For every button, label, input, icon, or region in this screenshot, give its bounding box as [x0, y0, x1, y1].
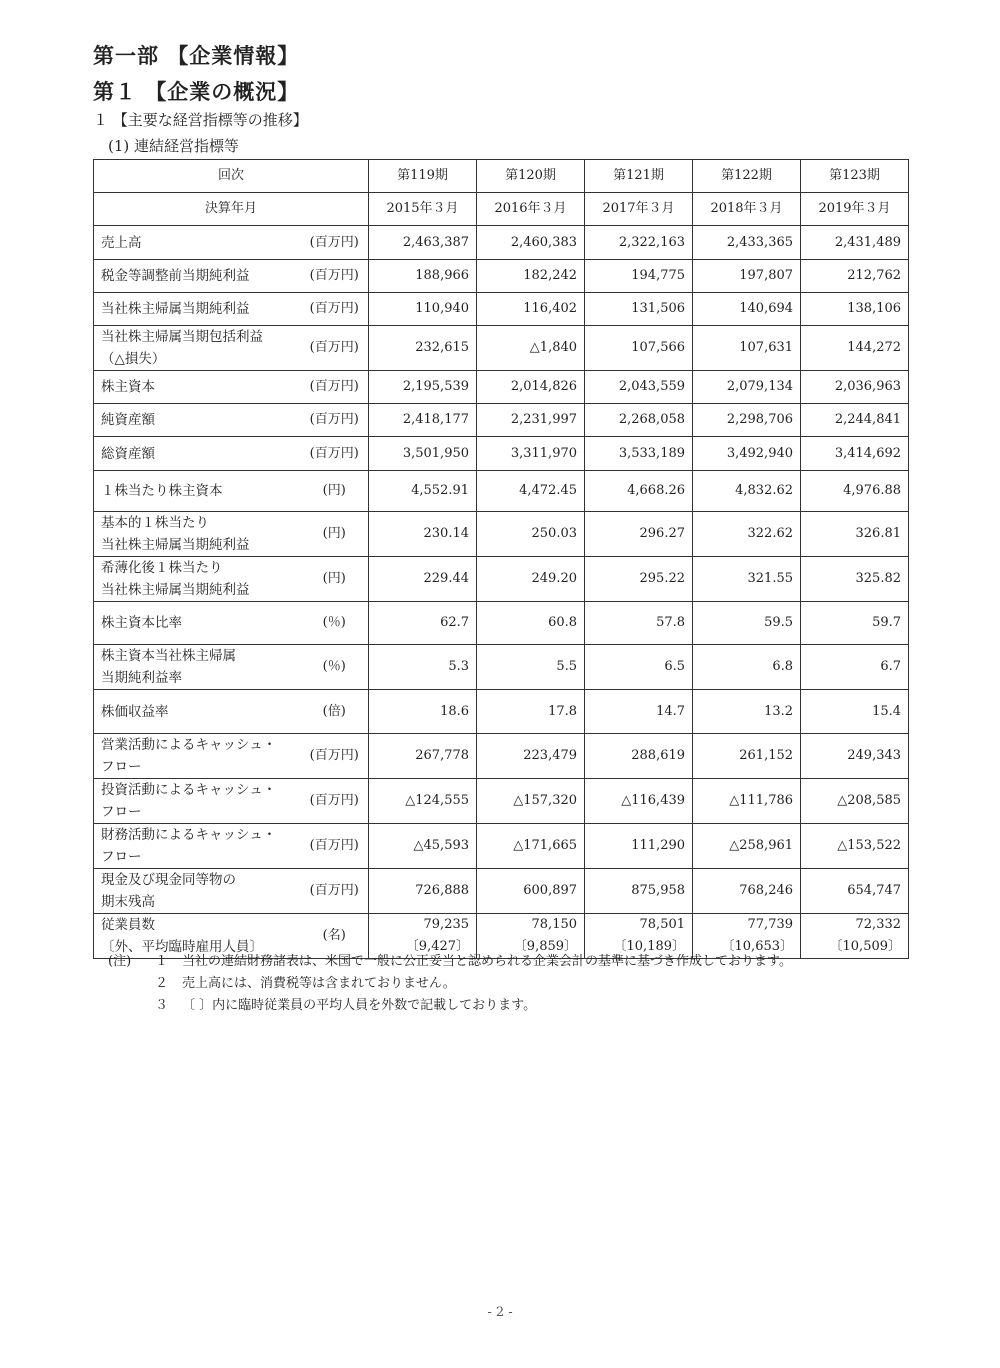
row-label-line: 当社株主帰属当期純利益 — [101, 301, 250, 317]
row-unit: (百万円) — [301, 734, 369, 779]
cell-value — [585, 869, 693, 914]
cell-value — [477, 602, 585, 645]
cell-value — [369, 734, 477, 779]
cell-main-value: 2,298,706 — [726, 412, 794, 427]
row-label-line: 従業員数 — [101, 917, 155, 933]
cell-main-value: 250.03 — [531, 526, 578, 541]
cell-main-value: 726,888 — [415, 883, 470, 898]
cell-main-value: 57.8 — [656, 615, 686, 630]
cell-value — [477, 371, 585, 404]
cell-main-value: 296.27 — [639, 526, 686, 541]
row-label — [94, 326, 301, 371]
cell-main-value: 144,272 — [847, 340, 902, 355]
cell-main-value: △111,786 — [729, 793, 794, 808]
table-row — [94, 602, 909, 645]
period-header: 第122期 — [693, 160, 801, 193]
cell-main-value: 2,418,177 — [402, 412, 470, 427]
table-row — [94, 371, 909, 404]
cell-value — [801, 226, 909, 260]
cell-value — [693, 260, 801, 293]
cell-main-value: 3,492,940 — [726, 445, 794, 461]
cell-sub-value: 〔10,653〕 — [721, 939, 794, 954]
cell-value — [801, 914, 909, 959]
cell-value — [801, 512, 909, 557]
cell-value — [801, 260, 909, 293]
date-header: 2018年３月 — [693, 193, 801, 226]
row-label-line: 当社株主帰属当期純利益 — [101, 582, 250, 598]
cell-value — [369, 371, 477, 404]
cell-value — [585, 260, 693, 293]
cell-value — [801, 869, 909, 914]
cell-main-value: △116,439 — [621, 793, 686, 808]
row-label — [94, 471, 301, 512]
cell-main-value: 110,940 — [415, 301, 470, 316]
row-unit: (倍) — [301, 690, 369, 734]
row-label-line: 基本的１株当たり — [101, 515, 209, 531]
row-label-line: 株価収益率 — [101, 703, 169, 720]
cell-value — [369, 645, 477, 690]
cell-value — [801, 371, 909, 404]
cell-value — [369, 293, 477, 326]
cell-main-value: 62.7 — [440, 615, 470, 630]
cell-value — [801, 645, 909, 690]
cell-value — [693, 471, 801, 512]
cell-main-value: 4,552.91 — [411, 483, 470, 498]
cell-main-value: 17.8 — [548, 703, 578, 719]
note-label: (注) — [108, 954, 132, 969]
cell-main-value: 249,343 — [847, 748, 902, 763]
cell-value — [585, 824, 693, 869]
row-label — [94, 869, 301, 914]
row-label-line: 営業活動によるキャッシュ・ — [101, 737, 277, 753]
table-row — [94, 557, 909, 602]
row-unit: (百万円) — [301, 824, 369, 869]
table-row — [94, 824, 909, 869]
cell-main-value: 4,472.45 — [519, 483, 578, 498]
date-header-label: 決算年月 — [94, 193, 369, 226]
cell-value — [801, 404, 909, 437]
cell-main-value: 15.4 — [872, 703, 902, 719]
note-number: ３ — [155, 998, 169, 1013]
cell-value — [585, 734, 693, 779]
row-label-line: 売上高 — [101, 234, 142, 251]
cell-main-value: 230.14 — [423, 526, 470, 541]
cell-main-value: 2,322,163 — [618, 234, 686, 250]
cell-value — [477, 824, 585, 869]
cell-main-value: △157,320 — [513, 793, 578, 808]
cell-main-value: △124,555 — [405, 793, 470, 808]
cell-value — [693, 824, 801, 869]
row-unit: (百万円) — [301, 869, 369, 914]
cell-value — [477, 512, 585, 557]
cell-main-value: 140,694 — [739, 301, 794, 316]
note-text: 売上高には、消費税等は含まれておりません。 — [182, 976, 456, 991]
cell-value — [369, 869, 477, 914]
cell-main-value: 14.7 — [656, 703, 686, 719]
notes — [108, 951, 792, 1017]
cell-main-value: 4,832.62 — [735, 483, 794, 498]
cell-main-value: 6.8 — [772, 659, 794, 674]
cell-value — [801, 779, 909, 824]
row-label — [94, 404, 301, 437]
row-label — [94, 371, 301, 404]
table-row — [94, 779, 909, 824]
table-row — [94, 512, 909, 557]
cell-main-value: 5.5 — [556, 659, 578, 674]
row-label-line: 期末残高 — [101, 894, 155, 910]
cell-main-value: 232,615 — [415, 340, 470, 355]
note-item — [108, 995, 792, 1017]
cell-main-value: 249.20 — [531, 571, 578, 586]
cell-value — [693, 371, 801, 404]
row-unit: (円) — [301, 512, 369, 557]
table-row — [94, 260, 909, 293]
row-label-line: 当社株主帰属当期包括利益 — [101, 329, 263, 345]
cell-value — [693, 557, 801, 602]
row-label — [94, 226, 301, 260]
row-label-line: 投資活動によるキャッシュ・ — [101, 782, 277, 798]
cell-value — [585, 293, 693, 326]
row-label-line: 当社株主帰属当期純利益 — [101, 537, 250, 553]
row-label — [94, 824, 301, 869]
cell-value — [369, 437, 477, 471]
table-row — [94, 226, 909, 260]
cell-value — [693, 326, 801, 371]
cell-main-value: 138,106 — [847, 301, 902, 316]
cell-value — [801, 471, 909, 512]
table-row — [94, 645, 909, 690]
cell-main-value: 2,244,841 — [834, 412, 902, 427]
row-unit: (円) — [301, 471, 369, 512]
note-number: １ — [155, 954, 169, 969]
row-label — [94, 260, 301, 293]
row-unit: (百万円) — [301, 260, 369, 293]
cell-main-value: 600,897 — [523, 883, 578, 898]
cell-main-value: 2,433,365 — [726, 234, 794, 250]
cell-value — [585, 404, 693, 437]
cell-value — [477, 471, 585, 512]
row-label-line: フロー — [101, 849, 142, 865]
period-header: 第120期 — [477, 160, 585, 193]
cell-value — [477, 437, 585, 471]
row-label — [94, 734, 301, 779]
cell-main-value: 2,043,559 — [618, 379, 686, 394]
cell-value — [801, 690, 909, 734]
cell-value — [477, 690, 585, 734]
cell-value — [369, 602, 477, 645]
date-header: 2017年３月 — [585, 193, 693, 226]
row-label — [94, 645, 301, 690]
table-row — [94, 869, 909, 914]
row-label-line: １株当たり株主資本 — [101, 483, 223, 499]
cell-main-value: 3,414,692 — [834, 445, 902, 461]
cell-main-value: 2,460,383 — [510, 234, 578, 250]
cell-main-value: 2,014,826 — [510, 379, 578, 394]
note-text: 〔 〕内に臨時従業員の平均人員を外数で記載しております。 — [182, 998, 537, 1013]
cell-sub-value: 〔9,859〕 — [513, 939, 578, 954]
cell-value — [369, 557, 477, 602]
table-row — [94, 437, 909, 471]
cell-value — [369, 779, 477, 824]
cell-main-value: 875,958 — [631, 883, 686, 898]
chapter-heading: 第１ 【企業の概況】 — [93, 80, 300, 104]
cell-main-value: 2,431,489 — [834, 234, 902, 250]
cell-main-value: 18.6 — [440, 703, 470, 719]
cell-sub-value: 〔9,427〕 — [405, 939, 470, 954]
cell-value — [693, 869, 801, 914]
row-label — [94, 690, 301, 734]
cell-value — [477, 869, 585, 914]
cell-main-value: 5.3 — [448, 659, 470, 674]
cell-value — [693, 602, 801, 645]
cell-main-value: △1,840 — [529, 340, 578, 355]
row-label — [94, 437, 301, 471]
cell-value — [801, 557, 909, 602]
cell-main-value: 77,739 — [747, 917, 794, 932]
row-unit: (百万円) — [301, 779, 369, 824]
period-header: 第119期 — [369, 160, 477, 193]
cell-value — [369, 471, 477, 512]
cell-value — [801, 326, 909, 371]
row-label-line: 株主資本比率 — [101, 615, 182, 631]
table-row — [94, 734, 909, 779]
cell-main-value: 326.81 — [855, 526, 902, 541]
cell-value — [585, 512, 693, 557]
cell-main-value: 2,268,058 — [618, 412, 686, 427]
cell-value — [369, 512, 477, 557]
table-row — [94, 404, 909, 437]
row-label — [94, 602, 301, 645]
row-unit: (百万円) — [301, 293, 369, 326]
row-label-line: 当期純利益率 — [101, 670, 182, 686]
cell-value — [585, 371, 693, 404]
cell-main-value: 2,036,963 — [834, 379, 902, 394]
cell-main-value: 212,762 — [847, 268, 902, 283]
cell-main-value: 2,231,997 — [510, 412, 578, 427]
row-label — [94, 779, 301, 824]
row-unit: (％) — [301, 645, 369, 690]
cell-main-value: 3,501,950 — [402, 445, 470, 461]
cell-value — [585, 602, 693, 645]
row-label-line: 総資産額 — [101, 445, 155, 462]
cell-main-value: 78,150 — [531, 917, 578, 932]
cell-sub-value: 〔10,189〕 — [613, 939, 686, 954]
cell-main-value: 261,152 — [739, 748, 794, 763]
period-header-label: 回次 — [94, 160, 369, 193]
row-label-line: （△損失） — [101, 351, 166, 367]
cell-main-value: 131,506 — [631, 301, 686, 316]
table-row — [94, 690, 909, 734]
row-unit: (％) — [301, 602, 369, 645]
cell-value — [369, 326, 477, 371]
cell-value — [693, 293, 801, 326]
cell-value — [477, 293, 585, 326]
row-label — [94, 512, 301, 557]
cell-value — [477, 226, 585, 260]
cell-value — [801, 602, 909, 645]
cell-main-value: 322.62 — [747, 526, 794, 541]
cell-main-value: 188,966 — [415, 268, 470, 283]
cell-value — [693, 645, 801, 690]
cell-main-value: 2,195,539 — [402, 379, 470, 394]
cell-value — [477, 734, 585, 779]
header-row-date — [94, 193, 909, 226]
cell-main-value: 194,775 — [631, 268, 686, 283]
cell-value — [693, 437, 801, 471]
page-number: - 2 - — [487, 1305, 513, 1320]
cell-main-value: 321.55 — [747, 571, 794, 586]
cell-value — [585, 326, 693, 371]
cell-value — [693, 779, 801, 824]
row-label-line: 財務活動によるキャッシュ・ — [101, 827, 277, 843]
cell-main-value: 3,311,970 — [510, 445, 578, 461]
note-item — [108, 951, 792, 973]
part-heading: 第一部 【企業情報】 — [93, 44, 300, 68]
cell-main-value: △171,665 — [513, 838, 578, 853]
cell-main-value: 4,668.26 — [627, 483, 686, 498]
cell-main-value: 182,242 — [523, 268, 578, 283]
cell-main-value: 78,501 — [639, 917, 686, 932]
cell-main-value: 116,402 — [523, 301, 578, 316]
cell-main-value: 295.22 — [639, 571, 686, 586]
cell-main-value: △153,522 — [837, 838, 902, 853]
cell-main-value: △45,593 — [413, 838, 470, 853]
cell-main-value: 6.7 — [880, 659, 902, 674]
date-header: 2019年３月 — [801, 193, 909, 226]
row-label — [94, 557, 301, 602]
row-label-line: 株主資本 — [101, 379, 155, 395]
cell-main-value: 72,332 — [855, 917, 902, 932]
subsection-heading: (1) 連結経営指標等 — [108, 137, 240, 155]
cell-value — [693, 512, 801, 557]
table-row — [94, 471, 909, 512]
cell-value — [477, 779, 585, 824]
cell-value — [585, 557, 693, 602]
cell-main-value: 197,807 — [739, 268, 794, 283]
cell-value — [477, 557, 585, 602]
row-label-line: フロー — [101, 804, 142, 820]
header-row-period — [94, 160, 909, 193]
cell-value — [693, 404, 801, 437]
section-heading: １ 【主要な経営指標等の推移】 — [93, 111, 308, 129]
cell-value — [585, 471, 693, 512]
row-label — [94, 293, 301, 326]
cell-main-value: 229.44 — [423, 571, 470, 586]
row-unit: (百万円) — [301, 371, 369, 404]
cell-main-value: 13.2 — [764, 703, 794, 719]
cell-value — [801, 437, 909, 471]
cell-value — [801, 824, 909, 869]
cell-main-value: △208,585 — [837, 793, 902, 808]
cell-value — [801, 293, 909, 326]
row-unit: (百万円) — [301, 437, 369, 471]
cell-main-value: 59.5 — [764, 615, 794, 630]
cell-value — [477, 404, 585, 437]
cell-sub-value: 〔10,509〕 — [829, 939, 902, 954]
cell-value — [801, 734, 909, 779]
table-row — [94, 293, 909, 326]
date-header: 2015年３月 — [369, 193, 477, 226]
cell-main-value: 79,235 — [423, 917, 470, 932]
row-unit: (百万円) — [301, 404, 369, 437]
cell-value — [369, 260, 477, 293]
row-unit: (百万円) — [301, 326, 369, 371]
cell-value — [585, 226, 693, 260]
cell-main-value: 107,631 — [739, 340, 794, 355]
note-text: 当社の連結財務諸表は、米国で一般に公正妥当と認められる企業会計の基準に基づき作成しております。 — [182, 954, 792, 969]
cell-value — [369, 690, 477, 734]
row-label-line: 純資産額 — [101, 412, 155, 428]
cell-main-value: 2,079,134 — [726, 379, 794, 394]
cell-main-value: 4,976.88 — [843, 483, 902, 498]
row-label-line: 株主資本当社株主帰属 — [101, 648, 236, 664]
cell-main-value: 59.7 — [872, 615, 902, 630]
cell-value — [369, 824, 477, 869]
cell-main-value: 3,533,189 — [618, 445, 686, 461]
cell-value — [585, 690, 693, 734]
row-unit: (円) — [301, 557, 369, 602]
table-row — [94, 326, 909, 371]
cell-value — [585, 779, 693, 824]
cell-value — [585, 437, 693, 471]
cell-value — [693, 690, 801, 734]
cell-main-value: 267,778 — [415, 748, 470, 763]
cell-value — [693, 734, 801, 779]
cell-value — [585, 645, 693, 690]
note-number: ２ — [155, 976, 169, 991]
row-label-line: 〔外、平均臨時雇用人員〕 — [101, 939, 263, 955]
cell-main-value: 325.82 — [855, 571, 902, 586]
cell-main-value: △258,961 — [729, 838, 794, 853]
date-header: 2016年３月 — [477, 193, 585, 226]
cell-main-value: 2,463,387 — [402, 234, 470, 250]
row-unit: (百万円) — [301, 226, 369, 260]
cell-value — [477, 260, 585, 293]
row-label-line: 現金及び現金同等物の — [101, 872, 236, 888]
cell-main-value: 223,479 — [523, 748, 578, 763]
period-header: 第121期 — [585, 160, 693, 193]
cell-value — [693, 226, 801, 260]
cell-main-value: 111,290 — [631, 838, 686, 853]
row-unit: (名) — [301, 914, 369, 959]
cell-value — [477, 645, 585, 690]
cell-main-value: 654,747 — [847, 883, 902, 898]
consolidated-indicators-table — [93, 159, 909, 959]
cell-main-value: 768,246 — [739, 883, 794, 898]
cell-main-value: 288,619 — [631, 748, 686, 763]
cell-main-value: 107,566 — [631, 340, 686, 355]
row-label-line: フロー — [101, 759, 142, 775]
cell-value — [477, 326, 585, 371]
row-label-line: 税金等調整前当期純利益 — [101, 268, 250, 284]
note-item — [108, 973, 792, 995]
row-label-line: 希薄化後１株当たり — [101, 560, 223, 576]
cell-value — [369, 404, 477, 437]
period-header: 第123期 — [801, 160, 909, 193]
cell-main-value: 6.5 — [664, 659, 686, 674]
cell-main-value: 60.8 — [548, 615, 578, 630]
cell-value — [369, 226, 477, 260]
